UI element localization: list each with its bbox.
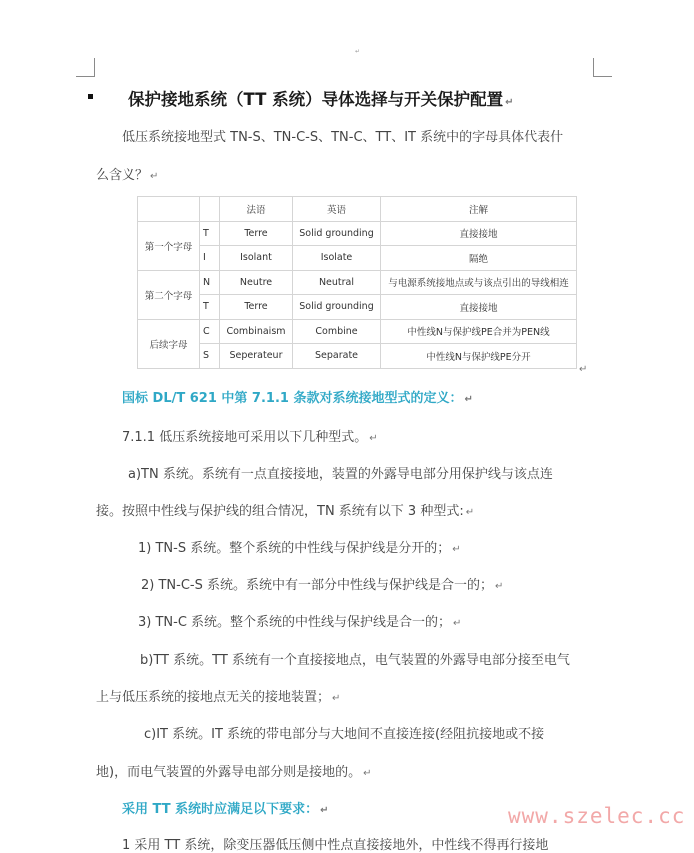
table-header-note: 注解 (381, 197, 577, 222)
grounding-letter-table (137, 196, 577, 369)
table-cell-french: Terre (220, 221, 293, 246)
table-cell-french: Isolant (220, 246, 293, 271)
table-cell-english: Combine (293, 319, 381, 344)
document-title: 保护接地系统（TT 系统）导体选择与开关保护配置 ↵ (128, 90, 514, 109)
table-cell-note: 中性线N与保护线PE分开 (381, 344, 577, 369)
table-cell-english: Separate (293, 344, 381, 369)
tn-c-s-item: 2) TN-C-S 系统。系统中有一部分中性线与保护线是合一的； ↵ (141, 578, 504, 593)
group-label-second-letter: 第二个字母 (138, 270, 200, 319)
table-cell-note: 与电源系统接地点或与该点引出的导线相连 (381, 270, 577, 295)
group-label-subsequent-letters: 后续字母 (138, 319, 200, 368)
table-cell-letter: S (200, 344, 220, 369)
tn-system-line-2: 接。按照中性线与保护线的组合情况，TN 系统有以下 3 种型式: ↵ (96, 504, 475, 519)
table-header-cell (138, 197, 200, 222)
table-cell-english: Neutral (293, 270, 381, 295)
tt-system-line-1: b)TT 系统。TT 系统有一个直接接地点，电气装置的外露导电部分接至电气 (140, 653, 570, 668)
table-row (138, 221, 577, 246)
table-header-row (138, 197, 577, 222)
intro-paragraph-line-2: 么含义？ ↵ (96, 168, 159, 183)
table-cell-letter: I (200, 246, 220, 271)
section-heading-dlt621: 国标 DL/T 621 中第 7.1.1 条款对系统接地型式的定义： ↵ (122, 391, 473, 406)
tt-system-line-2: 上与低压系统的接地点无关的接地装置； ↵ (96, 690, 341, 705)
table-cell-french: Neutre (220, 270, 293, 295)
table-row (138, 270, 577, 295)
table-cell-french: Terre (220, 295, 293, 320)
table-cell-english: Isolate (293, 246, 381, 271)
table-row (138, 319, 577, 344)
table-cell-note: 直接接地 (381, 221, 577, 246)
site-watermark: www.szelec.cc (508, 804, 686, 828)
table-cell-note: 直接接地 (381, 295, 577, 320)
table-cell-letter: N (200, 270, 220, 295)
page-corner-mark-top-left (76, 58, 95, 77)
tt-requirement-line-1: 1 采用 TT 系统，除变压器低压侧中性点直接接地外，中性线不得再行接地 (122, 838, 549, 853)
page-corner-mark-top-right (593, 58, 612, 77)
intro-paragraph-line-1: 低压系统接地型式 TN-S、TN-C-S、TN-C、TT、IT 系统中的字母具体代表什 (122, 130, 564, 145)
table-cell-note: 隔绝 (381, 246, 577, 271)
table-cell-letter: T (200, 221, 220, 246)
table-header-french: 法语 (220, 197, 293, 222)
tn-system-line-1: a)TN 系统。系统有一点直接接地，装置的外露导电部分用保护线与该点连 (128, 467, 553, 482)
header-para-mark: ↵ (355, 48, 361, 55)
tn-c-item: 3) TN-C 系统。整个系统的中性线与保护线是合一的； ↵ (138, 615, 462, 630)
group-label-first-letter: 第一个字母 (138, 221, 200, 270)
table-cell-note: 中性线N与保护线PE合并为PEN线 (381, 319, 577, 344)
clause-7-1-1: 7.1.1 低压系统接地可采用以下几种型式。 ↵ (122, 430, 378, 445)
table-para-mark: ↵ (579, 364, 588, 375)
table-cell-french: Seperateur (220, 344, 293, 369)
table-header-cell (200, 197, 220, 222)
tn-s-item: 1) TN-S 系统。整个系统的中性线与保护线是分开的； ↵ (138, 541, 461, 556)
table-row (138, 246, 577, 271)
table-row (138, 295, 577, 320)
table-cell-english: Solid grounding (293, 221, 381, 246)
table-header-english: 英语 (293, 197, 381, 222)
table-cell-letter: T (200, 295, 220, 320)
table-row (138, 344, 577, 369)
section-heading-tt-requirements: 采用 TT 系统时应满足以下要求： ↵ (122, 802, 329, 817)
it-system-line-2: 地)，而电气装置的外露导电部分则是接地的。 ↵ (96, 765, 372, 780)
it-system-line-1: c)IT 系统。IT 系统的带电部分与大地间不直接连接(经阻抗接地或不接 (144, 727, 545, 742)
title-bullet-icon (88, 94, 93, 99)
table-cell-letter: C (200, 319, 220, 344)
table-cell-french: Combinaism (220, 319, 293, 344)
table-cell-english: Solid grounding (293, 295, 381, 320)
